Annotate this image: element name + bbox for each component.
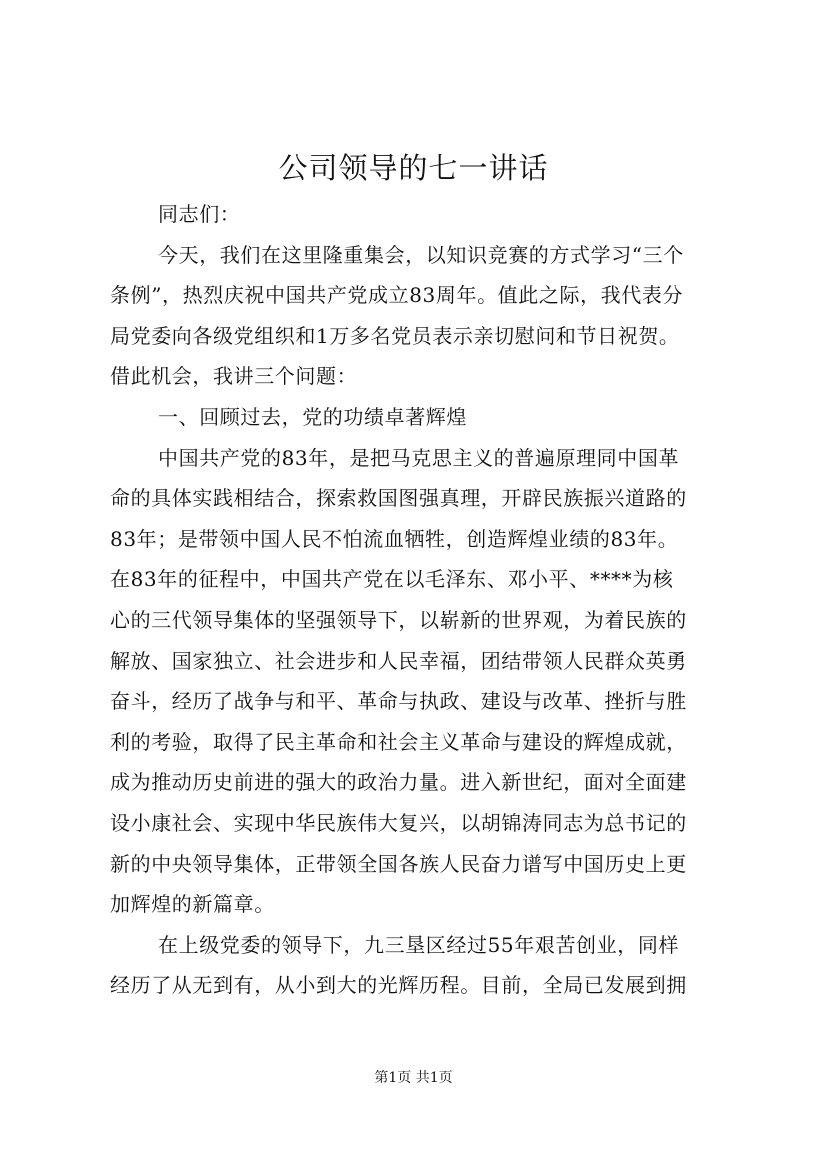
paragraph-line: 设小康社会、实现中华民族伟大复兴，以胡锦涛同志为总书记的 (110, 810, 687, 835)
paragraph-line: 奋斗，经历了战争与和平、革命与执政、建设与改革、挫折与胜 (110, 689, 687, 714)
paragraph-line: 经历了从无到有，从小到大的光辉历程。目前，全局已发展到拥 (110, 973, 687, 998)
paragraph-line: 成为推动历史前进的强大的政治力量。进入新世纪，面对全面建 (110, 770, 687, 795)
paragraph-line: 局党委向各级党组织和1万多名党员表示亲切慰问和节日祝贺。 (110, 323, 680, 348)
section-heading: 一、回顾过去，党的功绩卓著辉煌 (158, 404, 467, 429)
paragraph-line: 中国共产党的83年，是把马克思主义的普遍原理同中国革 (158, 445, 680, 470)
paragraph-line: 在83年的征程中，中国共产党在以毛泽东、邓小平、****为核 (110, 567, 674, 592)
paragraph-line: 今天，我们在这里隆重集会，以知识竞赛的方式学习“三个 (158, 242, 684, 267)
page-footer: 第1页 共1页 (374, 1070, 453, 1086)
salutation-line: 同志们： (158, 202, 241, 226)
paragraph-line: 条例”，热烈庆祝中国共产党成立83周年。值此之际，我代表分 (110, 283, 684, 308)
paragraph-line: 心的三代领导集体的坚强领导下，以崭新的世界观，为着民族的 (110, 607, 687, 632)
paragraph-line: 新的中央领导集体，正带领全国各族人民奋力谱写中国历史上更 (110, 851, 687, 876)
paragraph-line: 利的考验，取得了民主革命和社会主义革命与建设的辉煌成就， (110, 729, 687, 754)
paragraph-line: 命的具体实践相结合，探索救国图强真理，开辟民族振兴道路的 (110, 486, 687, 511)
paragraph-line: 在上级党委的领导下，九三垦区经过55年艰苦创业，同样 (158, 932, 680, 957)
document-title: 公司领导的七一讲话 (278, 151, 549, 185)
document-body (110, 194, 730, 1006)
paragraph-line: 借此机会，我讲三个问题： (110, 364, 358, 389)
paragraph-line: 加辉煌的新篇章。 (110, 892, 275, 917)
paragraph-line: 83年；是带领中国人民不怕流血牺牲，创造辉煌业绩的83年。 (110, 526, 679, 551)
paragraph-line: 解放、国家独立、社会进步和人民幸福，团结带领人民群众英勇 (110, 648, 687, 673)
